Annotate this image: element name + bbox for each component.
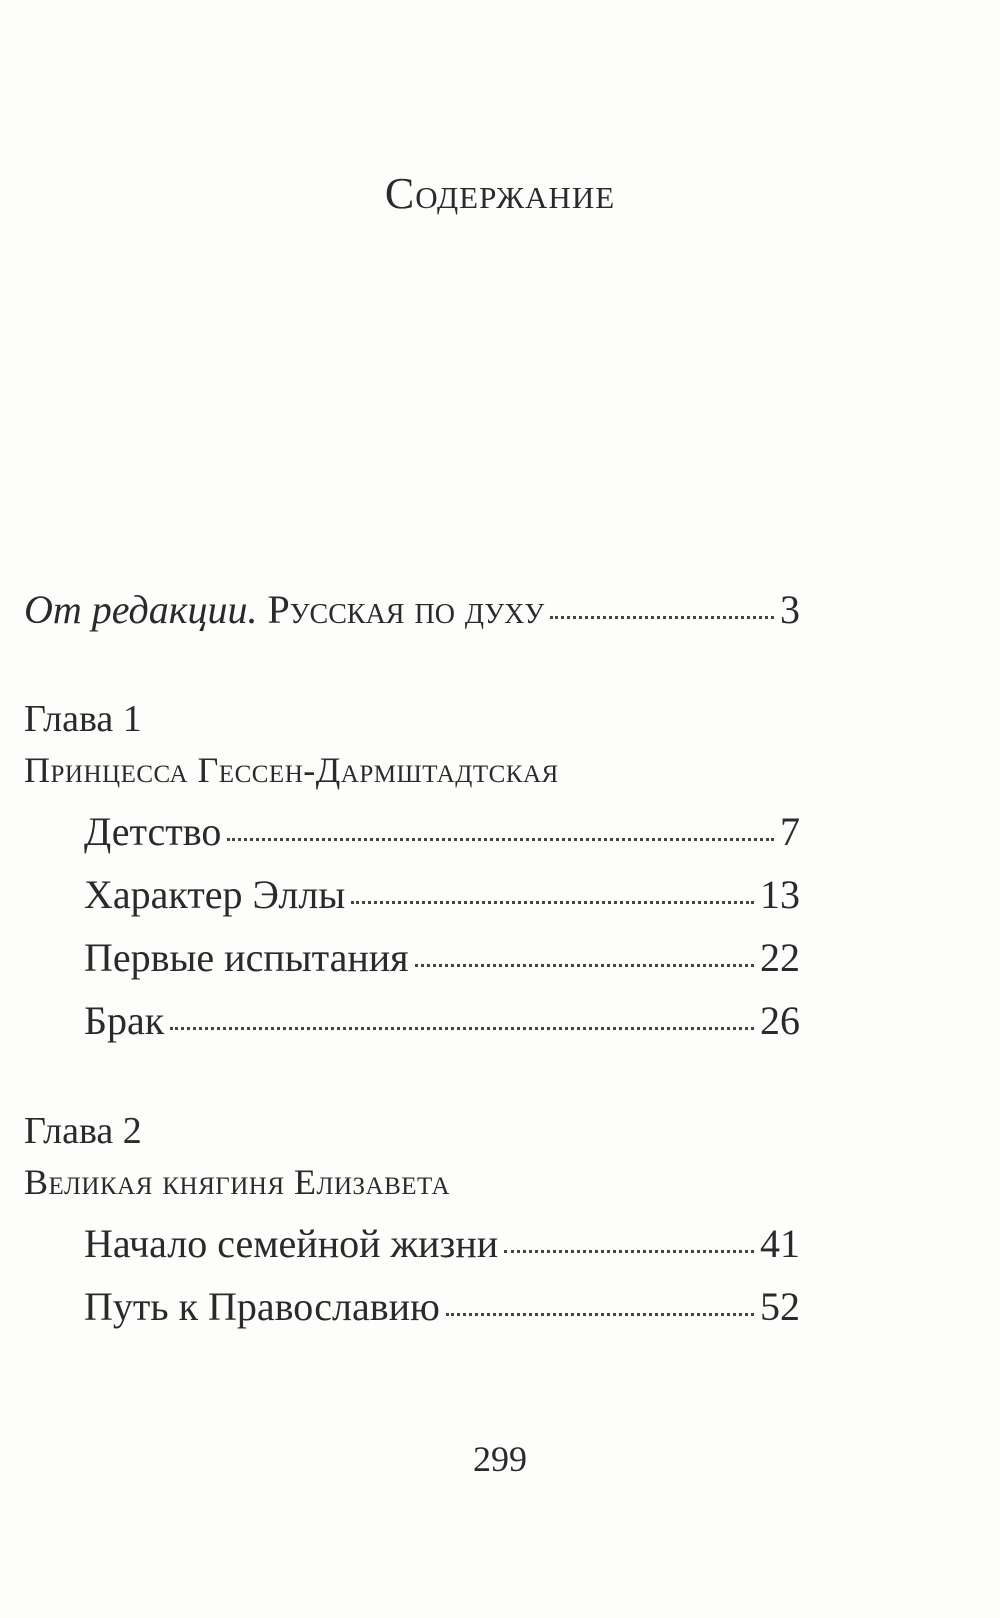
dot-leader [227,838,774,841]
toc-entry-page: 13 [760,872,800,917]
dot-leader [504,1250,754,1253]
toc-entry [84,935,800,980]
chapter-title: Принцесса Гессен-Дармштадтская [24,750,559,790]
toc-entry-page: 26 [760,998,800,1043]
page-number: 299 [473,1439,527,1479]
dot-leader [415,964,754,967]
dot-leader [446,1313,754,1316]
toc-entry [84,1221,800,1266]
toc-entry-label: Первые испытания [84,935,409,980]
dot-leader [170,1027,754,1030]
chapter-heading: Глава 1 [24,698,142,740]
toc-entry-label: Путь к Православию [84,1284,440,1329]
chapter-heading: Глава 2 [24,1110,142,1152]
toc-entry [84,872,800,917]
toc-entry-page: 22 [760,935,800,980]
toc-entry [84,809,800,854]
toc-entry-page: 7 [780,809,800,854]
page-title: Содержание [384,169,616,218]
toc-entry-page: 41 [760,1221,800,1266]
toc-entry-page: 3 [780,587,800,632]
toc-entry-foreword [24,587,800,632]
chapter-title: Великая княгиня Елизавета [24,1162,451,1202]
toc-entry-label: Характер Эллы [84,872,346,917]
dot-leader [351,901,754,904]
toc-entry-label: Брак [84,998,165,1043]
toc-entry-label: Детство [84,809,222,854]
toc-entry-label: Начало семейной жизни [84,1221,499,1266]
foreword-title: Русская по духу [267,587,545,632]
dot-leader [550,616,774,619]
foreword-prefix: От редакции. [24,587,258,632]
toc-entry [84,998,800,1043]
toc-entry-label [24,587,545,632]
toc-entry [84,1284,800,1329]
toc-entry-page: 52 [760,1284,800,1329]
